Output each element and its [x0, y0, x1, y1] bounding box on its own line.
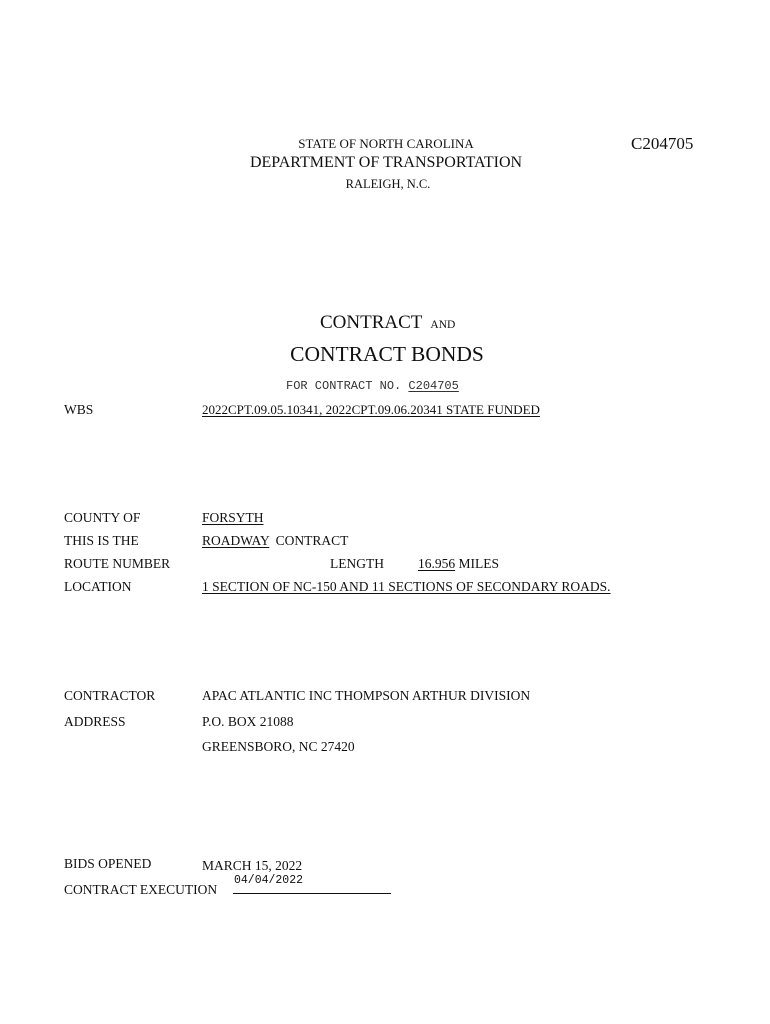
contract-id: C204705 [631, 134, 694, 153]
for-contract-line [286, 379, 459, 393]
contract-execution-label: CONTRACT EXECUTION [64, 882, 218, 897]
bids-opened-label: BIDS OPENED [64, 856, 152, 871]
location-label: LOCATION [64, 579, 132, 594]
and-word: AND [430, 319, 456, 331]
for-contract-number: C204705 [408, 379, 459, 393]
wbs-value: 2022CPT.09.05.10341, 2022CPT.09.06.20341 STATE FUNDED [202, 402, 540, 417]
contract-bonds-title: CONTRACT BONDS [290, 342, 484, 366]
location-value: 1 SECTION OF NC-150 AND 11 SECTIONS OF SECONDARY ROADS. [202, 579, 611, 594]
length-line [418, 556, 499, 572]
address-line-2: GREENSBORO, NC 27420 [202, 739, 355, 754]
address-line-1: P.O. BOX 21088 [202, 714, 294, 729]
county-value: FORSYTH [202, 510, 264, 525]
for-contract-label: FOR CONTRACT NO. [286, 379, 402, 393]
city-heading: RALEIGH, N.C. [345, 177, 431, 191]
contract-title [320, 312, 455, 334]
route-number-label: ROUTE NUMBER [64, 556, 171, 571]
department-heading: DEPARTMENT OF TRANSPORTATION [249, 154, 523, 171]
contract-word: CONTRACT [320, 312, 423, 333]
address-label: ADDRESS [64, 714, 126, 729]
execution-signature-line [233, 893, 391, 894]
length-unit: MILES [458, 556, 499, 571]
contract-execution-date: 04/04/2022 [234, 874, 304, 887]
wbs-label: WBS [64, 402, 94, 417]
bids-opened-date: MARCH 15, 2022 [202, 858, 303, 873]
contractor-label: CONTRACTOR [64, 688, 156, 703]
length-label: LENGTH [330, 556, 384, 571]
contract-type-word: CONTRACT [275, 533, 349, 548]
length-value: 16.956 [418, 556, 456, 571]
state-heading: STATE OF NORTH CAROLINA [298, 136, 474, 151]
this-is-the-label: THIS IS THE [64, 533, 139, 548]
contractor-name: APAC ATLANTIC INC THOMPSON ARTHUR DIVISION [202, 688, 531, 703]
contract-type: ROADWAY [202, 533, 270, 548]
county-label: COUNTY OF [64, 510, 141, 525]
contract-type-line [202, 533, 348, 549]
